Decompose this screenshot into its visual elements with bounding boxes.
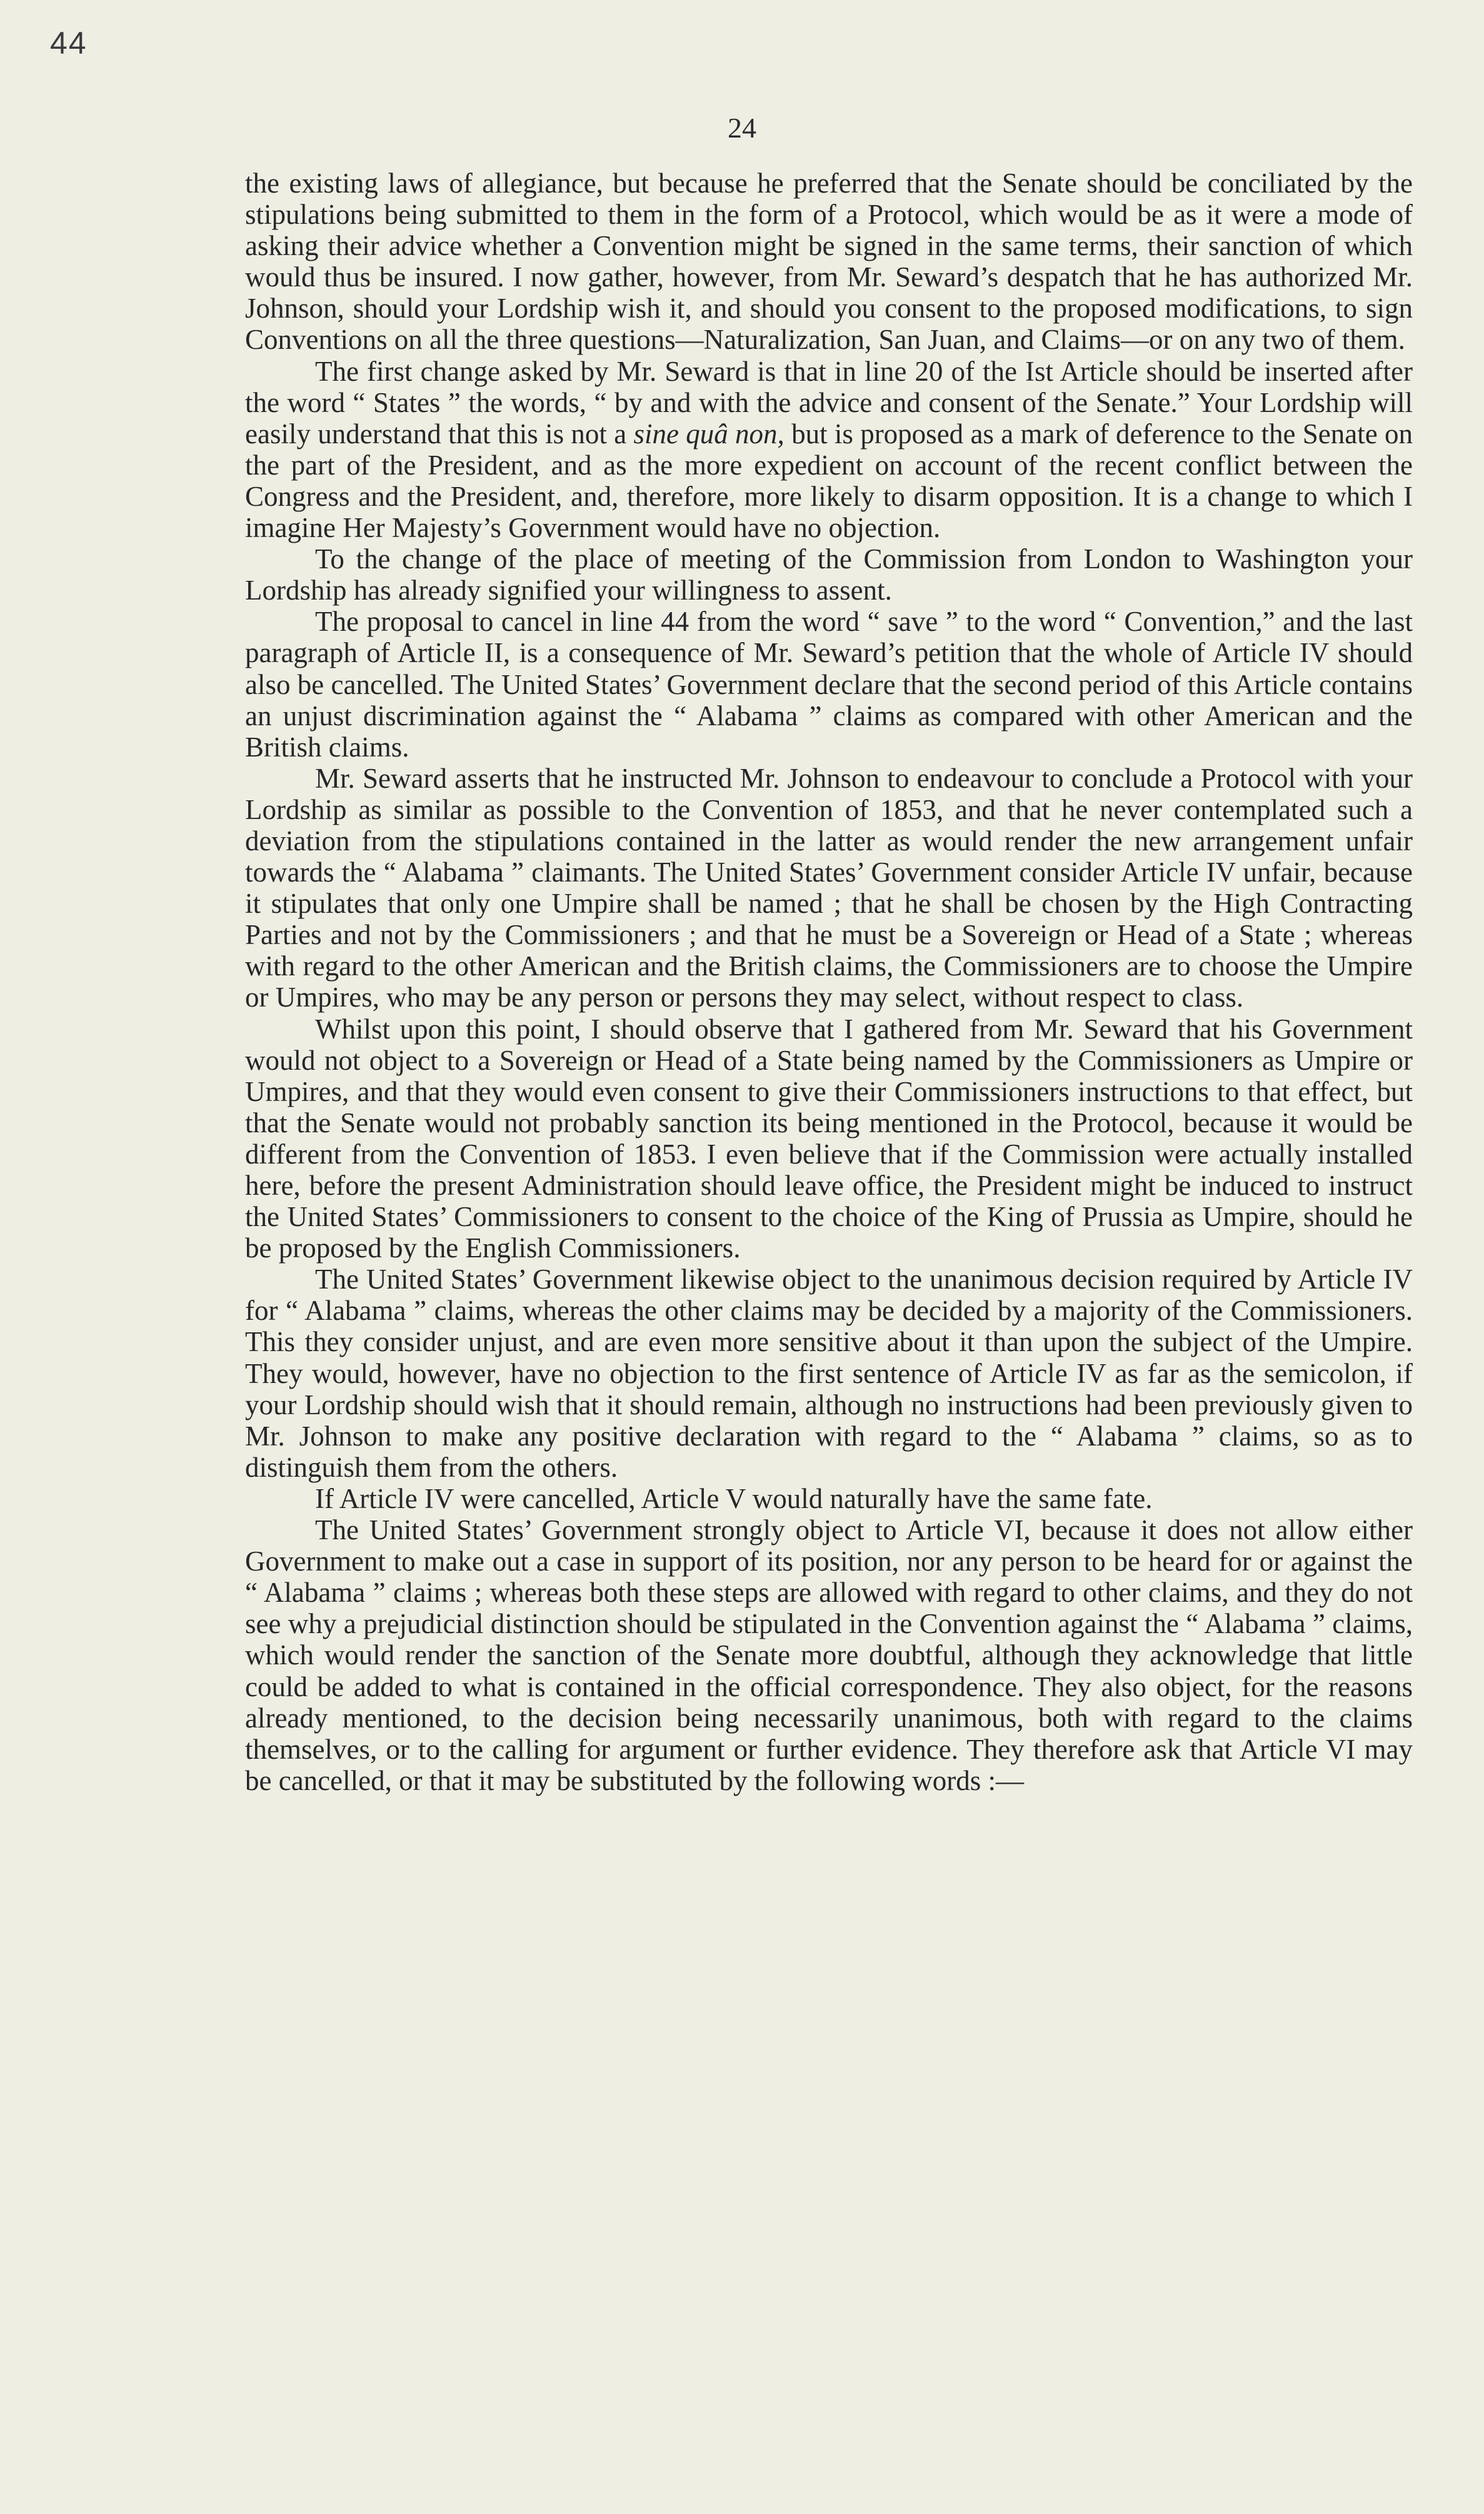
paragraph-4: The proposal to cancel in line 44 from the word “ save ” to the word “ Convention,” and the last paragraph of Article II, is a consequence of Mr. Seward’s petition that the whole of Article IV should also be cancelled. The United States’ Government declare that the second period of this Article contains an unjust discrimination against the “ Alabama ” claims as compared with other American and the British claims. (245, 606, 1413, 763)
paragraph-8: If Article IV were cancelled, Article V would naturally have the same fate. (315, 1482, 1153, 1514)
page-number: 24 (728, 112, 756, 144)
paragraph-3: To the change of the place of meeting of the Commission from London to Washington your Lordship has already signified your willingness to assent. (245, 543, 1413, 606)
paragraph-2-latin-phrase: sine quâ non, (633, 418, 785, 450)
paragraph-5: Mr. Seward asserts that he instructed Mr. Johnson to endeavour to conclude a Protocol with your Lordship as similar as possible to the Convention of 1853, and that he never contemplated such a deviation from the stipulations contained in the latter as would render the new arrangement unfair towards the “ Alabama ” claimants. The United States’ Government consider Article IV unfair, because it stipulates that only one Umpire shall be named ; that he shall be chosen by the High Contracting Parties and not by the Commissioners ; and that he must be a Sovereign or Head of a State ; whereas with regard to the other American and the British claims, the Commissioners are to choose the Umpire or Umpires, who may be any person or persons they may select, without respect to class. (245, 762, 1413, 1013)
paragraph-7: The United States’ Government likewise object to the unanimous decision required by Article IV for “ Alabama ” claims, whereas the other claims may be decided by a majority of the Commissioners. This they consider unjust, and are even more sensitive about it than upon the subject of the Umpire. They would, however, have no objection to the first sentence of Article IV as far as the semicolon, if your Lordship should wish that it should remain, although no instructions had been previously given to Mr. Johnson to make any positive declaration with regard to the “ Alabama ” claims, so as to distinguish them from the others. (245, 1264, 1413, 1483)
paragraph-1: the existing laws of allegiance, but because he preferred that the Senate should be conciliated by the stipulations being submitted to them in the form of a Protocol, which would be as it were a mode of asking their advice whether a Convention might be signed in the same terms, their sanction of which would thus be insured. I now gather, however, from Mr. Seward’s despatch that he has authorized Mr. Johnson, should your Lordship wish it, and should you consent to the proposed modifications, to sign Conventions on all the three questions—Naturalization, San Juan, and Claims—or on any two of them. (245, 168, 1413, 356)
scan-page-number: 44 (50, 26, 88, 61)
paragraph-9: The United States’ Government strongly object to Article VI, because it does not allow either Government to make out a case in support of its position, nor any person to be heard for or against the “ Alabama ” claims ; whereas both these steps are allowed with regard to other claims, and they do not see why a prejudicial distinction should be stipulated in the Convention against the “ Alabama ” claims, which would render the sanction of the Senate more doubtful, although they acknowledge that little could be added to what is contained in the official correspondence. They also object, for the reasons already mentioned, to the decision being necessarily unanimous, both with regard to the claims themselves, or to the calling for argument or further evidence. They therefore ask that Article VI may be cancelled, or that it may be substituted by the following words :— (245, 1514, 1413, 1796)
paragraph-6: Whilst upon this point, I should observe that I gathered from Mr. Seward that his Government would not object to a Sovereign or Head of a State being named by the Commissioners as Umpire or Umpires, and that they would even consent to give their Commissioners instructions to that effect, but that the Senate would not probably sanction its being mentioned in the Protocol, because it would be different from the Convention of 1853. I even believe that if the Commission were actually installed here, before the present Administration should leave office, the President might be induced to instruct the United States’ Commissioners to consent to the choice of the King of Prussia as Umpire, should he be proposed by the English Commissioners. (245, 1013, 1413, 1264)
document-body (245, 168, 1413, 1796)
paragraph-2-text-before: The first change asked by Mr. Seward is that in line 20 of the Ist Article should be inserted after the word “ States ” the words, “ by and with the advice and consent of the Senate.” Your Lordship will easily understand that this is not a (245, 355, 1413, 450)
paragraph-2 (245, 356, 1413, 544)
paragraph-2-text-after: but is proposed as a mark of deference to the Senate on the part of the President, and as the more expedient on account of the recent conflict between the Congress and the President, and, therefore, more likely to disarm opposition. It is a change to which I imagine Her Majesty’s Government would have no objection. (245, 418, 1413, 544)
